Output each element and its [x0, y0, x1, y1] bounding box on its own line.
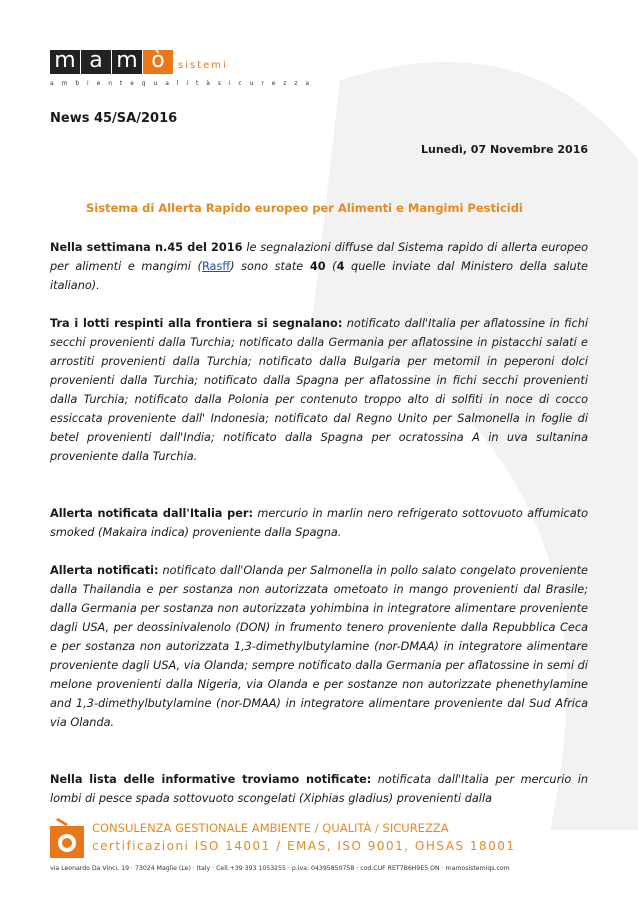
- paragraph-intro: [50, 238, 588, 295]
- page-footer: [0, 818, 638, 903]
- footer-certifications: certificazioni ISO 14001 / EMAS, ISO 9001, OHSAS 18001: [92, 839, 516, 853]
- info-list-text: notificata dall'Italia per mercurio in lombi di pesce spada sottovuoto scongelati (Xiphias gladius) provenienti dalla: [50, 773, 588, 805]
- paragraph-border-rejections: [50, 314, 588, 466]
- logo-letter-a: a: [81, 50, 111, 74]
- intro-italy-count: 4: [336, 260, 345, 273]
- rejections-text: notificato dall'Italia per aflatossine in fichi secchi provenienti dalla Turchia; notificato dalla Germania per aflatossine in pistacchi salati e arrostiti provenienti dalla Turchia; notificato dalla Bulgaria per metomil in peperoni dolci provenienti dalla Turchia; notificato dalla Spagna per aflatossine in fichi secchi provenienti dalla Turchia; notificato dalla Polonia per contenuto troppo alto di solfiti in noce di cocco essiccata proveniente dall' Indonesia; notificato dal Regno Unito per Salmonella in foglie di betel provenienti dall'India; notificato dalla Spagna per ocratossina A in uva sultanina proveniente dalla Turchia.: [50, 317, 588, 463]
- rejections-label: Tra i lotti respinti alla frontiera si segnalano:: [50, 317, 343, 330]
- intro-text-1: le segnalazioni diffuse dal Sistema rapido di allerta europeo per alimenti e mangimi (: [50, 241, 588, 273]
- footer-services: CONSULENZA GESTIONALE AMBIENTE / QUALITÀ / SICUREZZA: [92, 821, 449, 835]
- news-date: Lunedì, 07 Novembre 2016: [421, 143, 588, 156]
- info-list-label: Nella lista delle informative troviamo notificate:: [50, 773, 372, 786]
- intro-text-3: (: [325, 260, 337, 273]
- intro-total: 40: [309, 260, 326, 273]
- footer-logo-icon: [50, 818, 84, 858]
- intro-text-4: quelle inviate dal Ministero della salute italiano).: [50, 260, 589, 292]
- intro-week: Nella settimana n.45 del 2016: [50, 241, 243, 254]
- paragraph-italy-alert: [50, 504, 588, 542]
- paragraph-information-list: [50, 770, 588, 808]
- logo-tagline: a m b i e n t e q u a l i t à s i c u r e z z a: [50, 80, 313, 87]
- logo-letter-m: m: [50, 50, 80, 74]
- italy-alert-label: Allerta notificata dall'Italia per:: [50, 507, 253, 520]
- alerts-label: Allerta notificati:: [50, 564, 159, 577]
- rasff-link[interactable]: Rasff: [201, 260, 231, 273]
- logo-letter-o: ò: [143, 50, 173, 74]
- alerts-text: notificato dall'Olanda per Salmonella in pollo salato congelato proveniente dalla Thailandia e per sostanza non autorizzata ometoato in mango provenienti dal Brasile; dalla Germania per sostanza non autorizzata yohimbina in integratore alimentare proveniente dagli USA, per deossinivalenolo (DON) in frumento tenero proveniente dalla Repubblica Ceca e per sostanza non autorizzata 1,3-dimethylbutylamine (nor-DMAA) in integratore alimentare proveniente dagli USA, via Olanda; sempre notificato dalla Germania per aflatossine in semi di melone provenienti dalla Nigeria, via Olanda e per sostanze non autorizzate phenethylamine and 1,3-dimethylbutylamine (nor-DMAA) in integratore alimentare proveniente dal Sud Africa via Olanda.: [50, 564, 588, 729]
- footer-contacts: via Leonardo Da Vinci, 19 · 73024 Maglie (Le) · Italy · Cell.+39 393 1053255 · p.iva: 04395850758 · cod.CUF RET7B6H9E5 ON · mamosistemiqs.com: [50, 865, 510, 872]
- news-heading: Sistema di Allerta Rapido europeo per Alimenti e Mangimi Pesticidi: [86, 201, 523, 215]
- intro-text-2: ) sono state: [230, 260, 310, 273]
- logo-letter-m2: m: [112, 50, 142, 74]
- paragraph-alerts: [50, 561, 588, 732]
- logo-word: sistemi: [178, 60, 228, 71]
- company-logo: [50, 48, 313, 92]
- italy-alert-text: mercurio in marlin nero refrigerato sottovuoto affumicato smoked (Makaira indica) proveniente dalla Spagna.: [50, 507, 588, 539]
- news-id: News 45/SA/2016: [50, 111, 178, 126]
